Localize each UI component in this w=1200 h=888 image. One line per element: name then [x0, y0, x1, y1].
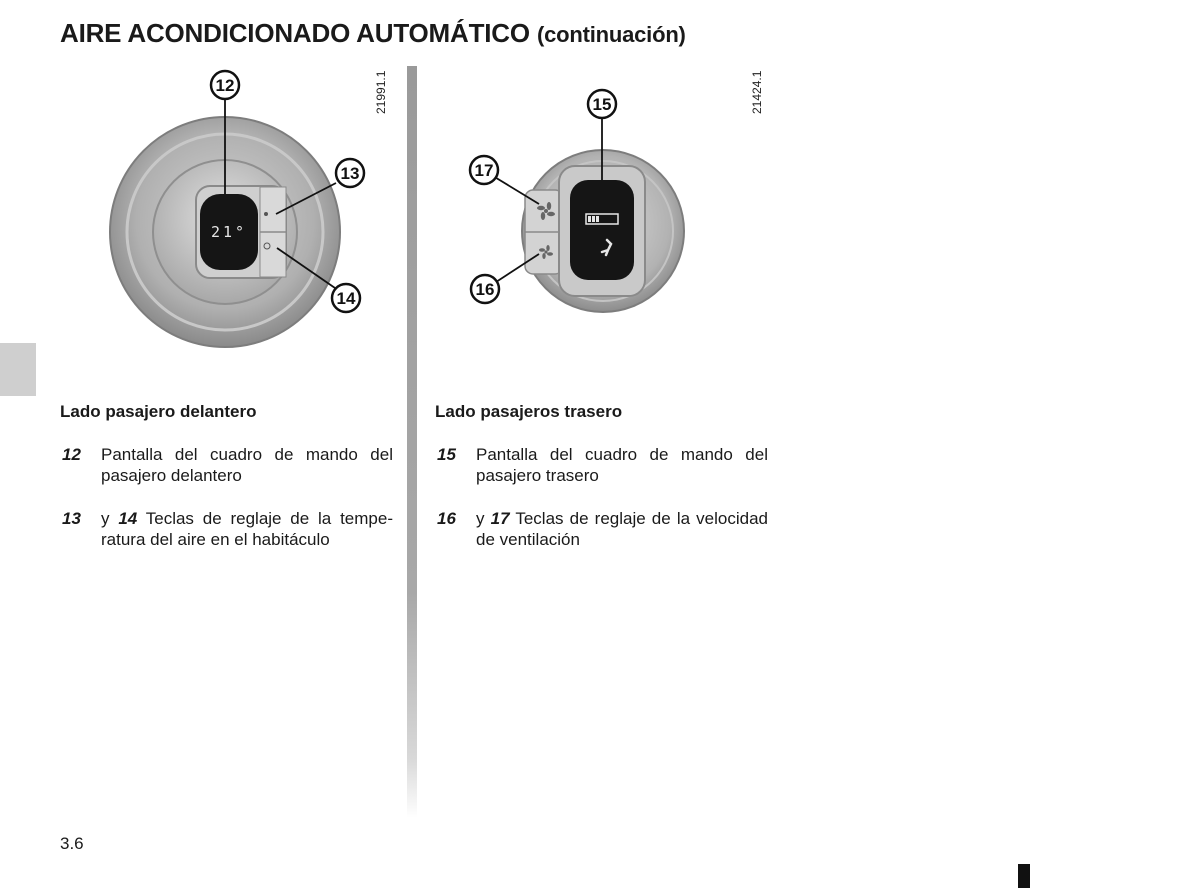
svg-text:15: 15: [592, 95, 612, 114]
rear-passenger-heading: Lado pasajeros trasero: [435, 402, 623, 421]
column-divider: [407, 66, 417, 818]
page-title-main: AIRE ACONDICIONADO AUTOMÁTICO: [60, 18, 530, 48]
svg-text:17: 17: [474, 161, 494, 180]
svg-text:13: 13: [340, 164, 360, 183]
chapter-tab: [0, 343, 36, 396]
page-edge-marker: [1018, 864, 1030, 888]
page-number: 3.6: [60, 834, 84, 853]
figure-code-front: 21991.1: [374, 70, 388, 114]
front-display-temperature: 21°: [210, 223, 248, 241]
page-title: [60, 18, 686, 49]
page-title-suffix: (continuación): [536, 22, 686, 47]
front-passenger-display: [200, 194, 258, 270]
rear-passenger-display: [570, 180, 634, 280]
front-control-illustration: [100, 66, 400, 356]
svg-text:12: 12: [215, 76, 235, 95]
svg-text:14: 14: [336, 289, 356, 308]
figure-code-rear: 21424.1: [750, 70, 764, 114]
front-passenger-heading: Lado pasajero delantero: [60, 402, 257, 421]
rear-control-illustration: [455, 80, 715, 320]
svg-text:16: 16: [475, 280, 495, 299]
